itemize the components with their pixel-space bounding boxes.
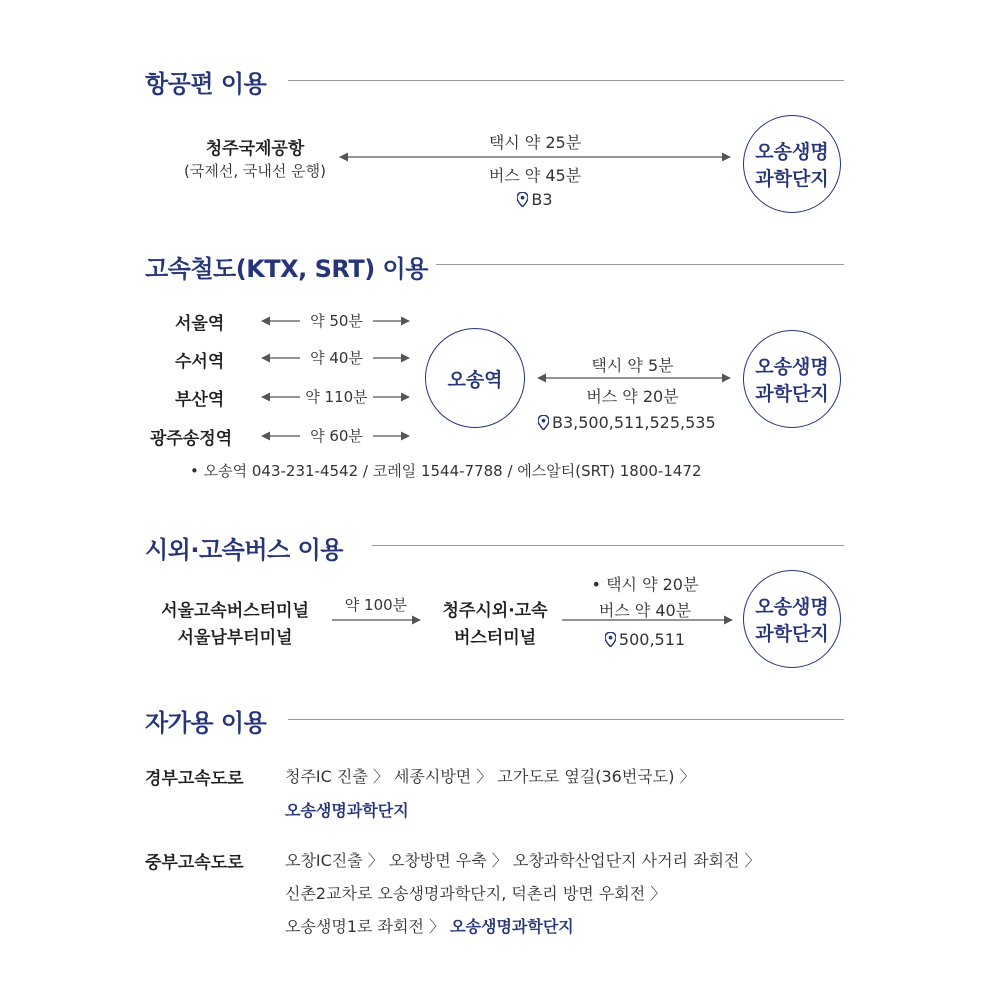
rail-station-name: 광주송정역: [150, 429, 233, 449]
car-route-final-prefix: 오송생명1로 좌회전 〉: [285, 917, 451, 936]
express-bus-time: 버스 약 40분: [598, 601, 692, 620]
car-route-final-dest: 오송생명과학단지: [450, 917, 574, 936]
car-route-line: 신촌2교차로 오송생명과학단지, 덕촌리 방면 우회전 〉: [285, 884, 667, 903]
section-title-car: 자가용 이용: [145, 709, 267, 737]
rail-destination-circle: [743, 330, 841, 428]
express-time: 약 100분: [344, 596, 408, 614]
section-title-rail: 고속철도(KTX, SRT) 이용: [145, 255, 428, 283]
air-bus-number: [440, 190, 630, 209]
location-pin-icon: [605, 632, 616, 647]
express-bus-numbers-text: 500,511: [618, 630, 686, 649]
express-origin-line2: 서울남부터미널: [177, 628, 293, 648]
section-divider: [372, 545, 844, 546]
car-route-final: [285, 798, 409, 821]
air-dest-line1: 오송생명: [755, 141, 829, 163]
section-divider: [436, 264, 844, 265]
air-origin-name: 청주국제공항: [205, 139, 305, 159]
rail-dest-line2: 과학단지: [755, 383, 829, 405]
air-origin-sub: (국제선, 국내선 운행): [184, 162, 326, 180]
car-route-final-dest: 오송생명과학단지: [285, 801, 409, 820]
rail-contact-info: • 오송역 043-231-4542 / 코레일 1544-7788 / 에스알티(SRT) 1800-1472: [190, 462, 702, 480]
rail-hub-circle: [425, 328, 525, 428]
section-title-air: 항공편 이용: [145, 70, 267, 98]
rail-station-time: 약 110분: [305, 388, 368, 406]
air-destination-circle: [743, 115, 841, 213]
air-bus-time: 버스 약 45분: [488, 166, 582, 185]
air-dest-line2: 과학단지: [755, 168, 829, 190]
air-taxi-time: 택시 약 25분: [488, 133, 582, 152]
location-pin-icon: [517, 192, 528, 207]
express-destination-circle: [743, 570, 841, 668]
rail-station-time: 약 40분: [310, 349, 363, 367]
section-divider: [288, 719, 844, 720]
express-taxi-time: • 택시 약 20분: [591, 575, 699, 594]
express-dest-line2: 과학단지: [755, 623, 829, 645]
rail-station-time: 약 60분: [310, 427, 363, 445]
rail-bus-time: 버스 약 20분: [586, 387, 679, 406]
rail-station-name: 부산역: [175, 390, 225, 410]
rail-station-name: 서울역: [175, 314, 225, 334]
rail-station-time: 약 50분: [310, 312, 363, 330]
rail-hub-name: 오송역: [447, 368, 503, 391]
car-route-name: 경부고속도로: [145, 769, 244, 789]
express-dest-line1: 오송생명: [755, 596, 829, 618]
express-bus-numbers: [570, 630, 720, 649]
rail-station-name: 수서역: [175, 352, 225, 372]
section-title-express: 시외·고속버스 이용: [145, 536, 343, 564]
express-origin-line1: 서울고속버스터미널: [161, 601, 309, 621]
express-mid-line2: 버스터미널: [453, 628, 537, 648]
rail-bus-numbers-text: B3,500,511,525,535: [552, 413, 716, 432]
section-divider: [288, 80, 844, 81]
car-route-line: 청주IC 진출 〉 세종시방면 〉 고가도로 옆길(36번국도) 〉: [285, 767, 696, 786]
rail-taxi-time: 택시 약 5분: [591, 356, 674, 375]
car-route-final: [285, 914, 574, 937]
air-bus-number-text: B3: [531, 190, 553, 209]
express-mid-line1: 청주시외·고속: [442, 601, 548, 621]
car-route-name: 중부고속도로: [145, 853, 244, 873]
car-route-line: 오창IC진출 〉 오창방면 우축 〉 오창과학산업단지 사거리 좌회전 〉: [285, 851, 761, 870]
rail-bus-numbers: [538, 413, 716, 432]
rail-dest-line1: 오송생명: [755, 356, 829, 378]
location-pin-icon: [538, 415, 549, 430]
